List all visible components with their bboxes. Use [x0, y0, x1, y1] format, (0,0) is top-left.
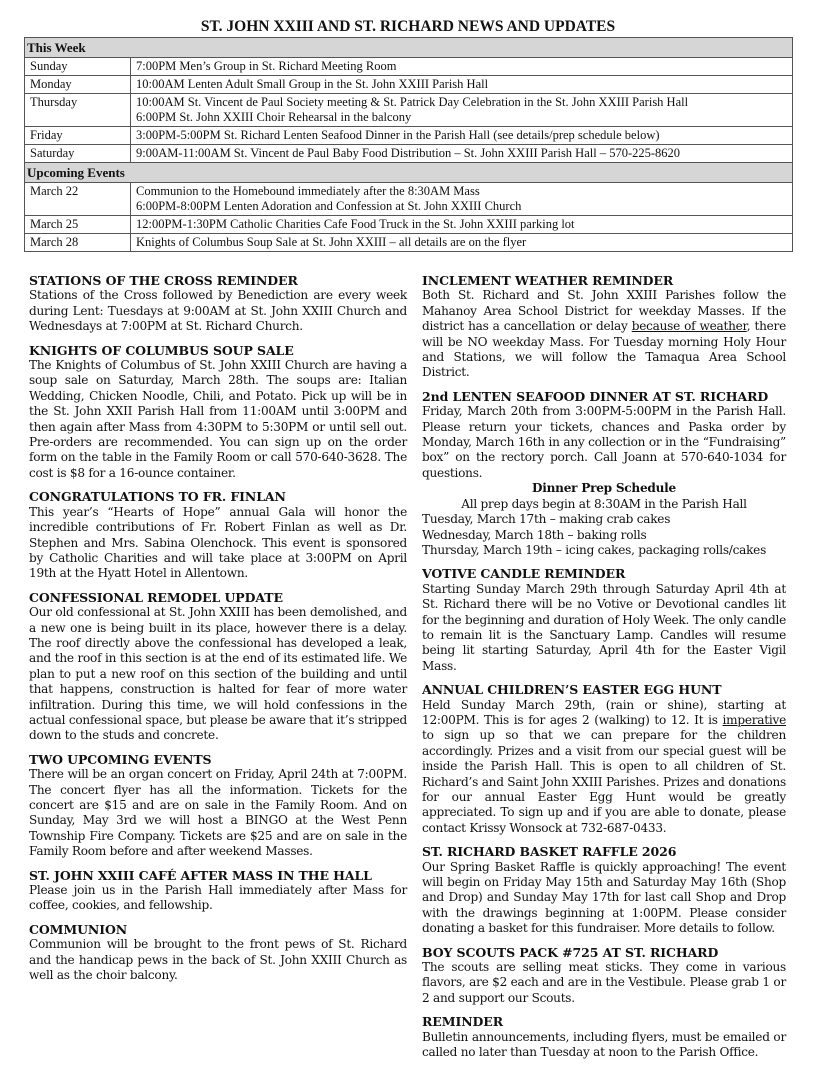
event-line: Knights of Columbus Soup Sale at St. John XXIII – all details are on the flyer	[136, 235, 527, 249]
day-cell: Sunday	[25, 58, 131, 76]
event-line: Communion to the Homebound immediately after the 8:30AM Mass	[136, 184, 480, 198]
article-stations	[29, 273, 407, 335]
article-basket-raffle	[422, 844, 786, 936]
article-heading: BOY SCOUTS PACK #725 AT ST. RICHARD	[422, 944, 719, 960]
event-line: 9:00AM-11:00AM St. Vincent de Paul Baby Food Distribution – St. John XXIII Parish Hall – 570-225-8620	[136, 146, 681, 160]
article-heading: ST. JOHN XXIII CAFÉ AFTER MASS IN THE HALL	[29, 867, 372, 883]
prep-schedule-title: Dinner Prep Schedule	[532, 481, 676, 496]
article-body: Friday, March 20th from 3:00PM-5:00PM in the Parish Hall. Please return your tickets, chances and Paska order by Monday, March 16th in any collection or in the “Fundraising” box” on the rectory porch. Call Joann at 570-640-1034 for questions.	[422, 404, 786, 480]
table-row	[25, 127, 793, 145]
article-boy-scouts	[422, 945, 786, 1007]
article-heading: ANNUAL CHILDREN’S EASTER EGG HUNT	[422, 682, 722, 698]
day-cell: Thursday	[25, 94, 131, 127]
article-body: Please join us in the Parish Hall immediately after Mass for coffee, cookies, and fellowship.	[29, 883, 407, 913]
event-line: 10:00AM St. Vincent de Paul Society meeting & St. Patrick Day Celebration in the St. John XXIII Parish Hall	[136, 95, 689, 109]
this-week-heading: This Week	[25, 38, 793, 58]
table-row	[25, 216, 793, 234]
article-heading: INCLEMENT WEATHER REMINDER	[422, 273, 674, 288]
event-cell	[131, 234, 793, 252]
article-inclement-weather	[422, 273, 786, 381]
article-body: There will be an organ concert on Friday, April 24th at 7:00PM. The concert flyer has all the information. Tickets for the concert are $15 and are on sale in the Family Room. And on Sunday, May 3rd we will host a BINGO at the West Penn Township Fire Company. Tickets are $25 and are on sale in the Family Room before and after weekend Masses.	[29, 767, 407, 859]
article-heading: 2nd LENTEN SEAFOOD DINNER AT ST. RICHARD	[422, 388, 769, 404]
event-cell	[131, 145, 793, 163]
underlined-text: because of weather	[631, 319, 747, 334]
article-reminder	[422, 1014, 786, 1060]
event-line: 6:00PM St. John XXIII Choir Rehearsal in the balcony	[136, 110, 412, 124]
article-votive-candle	[422, 566, 786, 674]
article-body: Stations of the Cross followed by Benediction are every week during Lent: Tuesdays at 9:00AM at St. John XXIII Church and Wednesdays at 7:00PM at St. Richard Church.	[29, 288, 407, 334]
article-heading: ST. RICHARD BASKET RAFFLE 2026	[422, 844, 677, 860]
day-cell: March 28	[25, 234, 131, 252]
left-column	[29, 273, 407, 991]
prep-note: All prep days begin at 8:30AM in the Parish Hall	[461, 496, 747, 511]
article-heading: CONGRATULATIONS TO FR. FINLAN	[29, 489, 286, 505]
article-heading: TWO UPCOMING EVENTS	[29, 751, 212, 767]
right-column	[422, 273, 786, 1069]
event-cell	[131, 58, 793, 76]
day-cell: March 22	[25, 183, 131, 216]
article-seafood-dinner	[422, 389, 786, 558]
event-cell	[131, 127, 793, 145]
article-confessional	[29, 590, 407, 744]
article-congratulations	[29, 489, 407, 581]
day-cell: Monday	[25, 76, 131, 94]
article-heading: CONFESSIONAL REMODEL UPDATE	[29, 589, 283, 605]
article-communion	[29, 922, 407, 984]
event-line: 10:00AM Lenten Adult Small Group in the St. John XXIII Parish Hall	[136, 77, 489, 91]
article-body: Our old confessional at St. John XXIII has been demolished, and a new one is being built in its place, however there is a delay. The roof directly above the confessional has developed a leak, and the roof in this section is at the end of its estimated life. We plan to put a new roof on this section of the building and until that happens, construction is halted for fear of more water infiltration. During this time, we will hold confessions in the actual confessional space, but please be aware that it’s stripped down to the studs and concrete.	[29, 605, 407, 743]
event-cell	[131, 183, 793, 216]
body-text: , there will be NO weekday Mass. For Tuesday morning Holy Hour and Stations, we will follow the Tamaqua Area School District.	[422, 319, 786, 380]
table-row	[25, 234, 793, 252]
article-two-events	[29, 752, 407, 860]
table-row	[25, 94, 793, 127]
prep-day: Wednesday, March 18th – baking rolls	[422, 527, 647, 542]
upcoming-events-heading: Upcoming Events	[25, 163, 793, 183]
article-heading: STATIONS OF THE CROSS REMINDER	[29, 273, 298, 288]
body-text: Both St. Richard and St. John XXIII Parishes follow the Mahanoy Area School District for weekday Masses. If the district has a cancellation or delay	[422, 288, 786, 334]
event-line: 12:00PM-1:30PM Catholic Charities Cafe Food Truck in the St. John XXIII parking lot	[136, 217, 575, 231]
table-row	[25, 76, 793, 94]
article-body	[422, 698, 786, 837]
event-line: 6:00PM-8:00PM Lenten Adoration and Confession at St. John XXIII Church	[136, 199, 522, 213]
article-body: The scouts are selling meat sticks. They come in various flavors, are $2 each and are in the Vestibule. Please grab 1 or 2 and support our Scouts.	[422, 960, 786, 1005]
event-cell	[131, 76, 793, 94]
article-body: Communion will be brought to the front pews of St. Richard and the handicap pews in the back of St. John XXIII Church as well as the choir balcony.	[29, 937, 407, 983]
body-text: Held Sunday March 29th, (rain or shine), starting at 12:00PM. This is for ages 2 (walking) to 12. It is	[422, 697, 786, 727]
article-body: The Knights of Columbus of St. John XXIII Church are having a soup sale on Saturday, March 28th. The soups are: Italian Wedding, Chicken Noodle, Chili, and Potato. Pick up will be in the St. John XXII Parish Hall from 11:00AM until 3:00PM and then again after Mass from 4:30PM to 5:30PM or until sell out. Pre-orders are recommended. You can sign up on the order form on the table in the Family Room or call 570-640-3628. The cost is $8 for a 16-ounce container.	[29, 358, 407, 480]
article-heading: VOTIVE CANDLE REMINDER	[422, 566, 626, 582]
day-cell: Saturday	[25, 145, 131, 163]
prep-day: Thursday, March 19th – icing cakes, packaging rolls/cakes	[422, 542, 767, 557]
article-body: Our Spring Basket Raffle is quickly approaching! The event will begin on Friday May 15th and Saturday May 16th (Shop and Drop) and Sunday May 17th for last call Shop and Drop with the drawings beginning at 1:00PM. Please consider donating a basket for this fundraiser. More details to follow.	[422, 859, 786, 936]
table-row	[25, 58, 793, 76]
page-title: ST. JOHN XXIII AND ST. RICHARD NEWS AND UPDATES	[200, 18, 616, 35]
underlined-text: imperative	[722, 712, 786, 727]
article-heading: KNIGHTS OF COLUMBUS SOUP SALE	[29, 342, 294, 358]
body-text: to sign up so that we can prepare for the children accordingly. Prizes and a visit from our special guest will be inside the Parish Hall. This is open to all children of St. Richard’s and Saint John XXIII Parishes. Prizes and donations for our annual Easter Egg Hunt would be greatly appreciated. To sign up and if you are able to donate, please contact Krissy Wonsock at 732-687-0433.	[422, 728, 786, 835]
day-cell: Friday	[25, 127, 131, 145]
event-cell	[131, 94, 793, 127]
article-body	[422, 288, 786, 380]
table-row	[25, 183, 793, 216]
article-body: This year’s “Hearts of Hope” annual Gala will honor the incredible contributions of Fr. Robert Finlan as well as Dr. Stephen and Mrs. Sabina Olenchock. This event is sponsored by Catholic Charities and will take place at 3:00PM on April 19th at the Hyatt Hotel in Allentown.	[29, 504, 407, 581]
event-cell	[131, 216, 793, 234]
article-body: Starting Sunday March 29th through Saturday April 4th at St. Richard there will be no Votive or Devotional candles lit for the beginning and duration of Holy Week. The only candle to remain lit is the Sanctuary Lamp. Candles will resume being lit starting Saturday, April 4th for the Easter Vigil Mass.	[422, 581, 786, 673]
article-body: Bulletin announcements, including flyers, must be emailed or called no later than Tuesday at noon to the Parish Office.	[422, 1029, 786, 1060]
article-heading: COMMUNION	[29, 921, 128, 937]
article-cafe	[29, 868, 407, 914]
event-line: 3:00PM-5:00PM St. Richard Lenten Seafood Dinner in the Parish Hall (see details/prep schedule below)	[136, 128, 660, 142]
table-row	[25, 145, 793, 163]
article-heading: REMINDER	[422, 1014, 503, 1030]
prep-day: Tuesday, March 17th – making crab cakes	[422, 512, 671, 527]
day-cell: March 25	[25, 216, 131, 234]
event-line: 7:00PM Men’s Group in St. Richard Meeting Room	[136, 59, 397, 73]
article-egg-hunt	[422, 682, 786, 836]
schedule-table	[24, 37, 793, 252]
article-soup-sale	[29, 343, 407, 482]
